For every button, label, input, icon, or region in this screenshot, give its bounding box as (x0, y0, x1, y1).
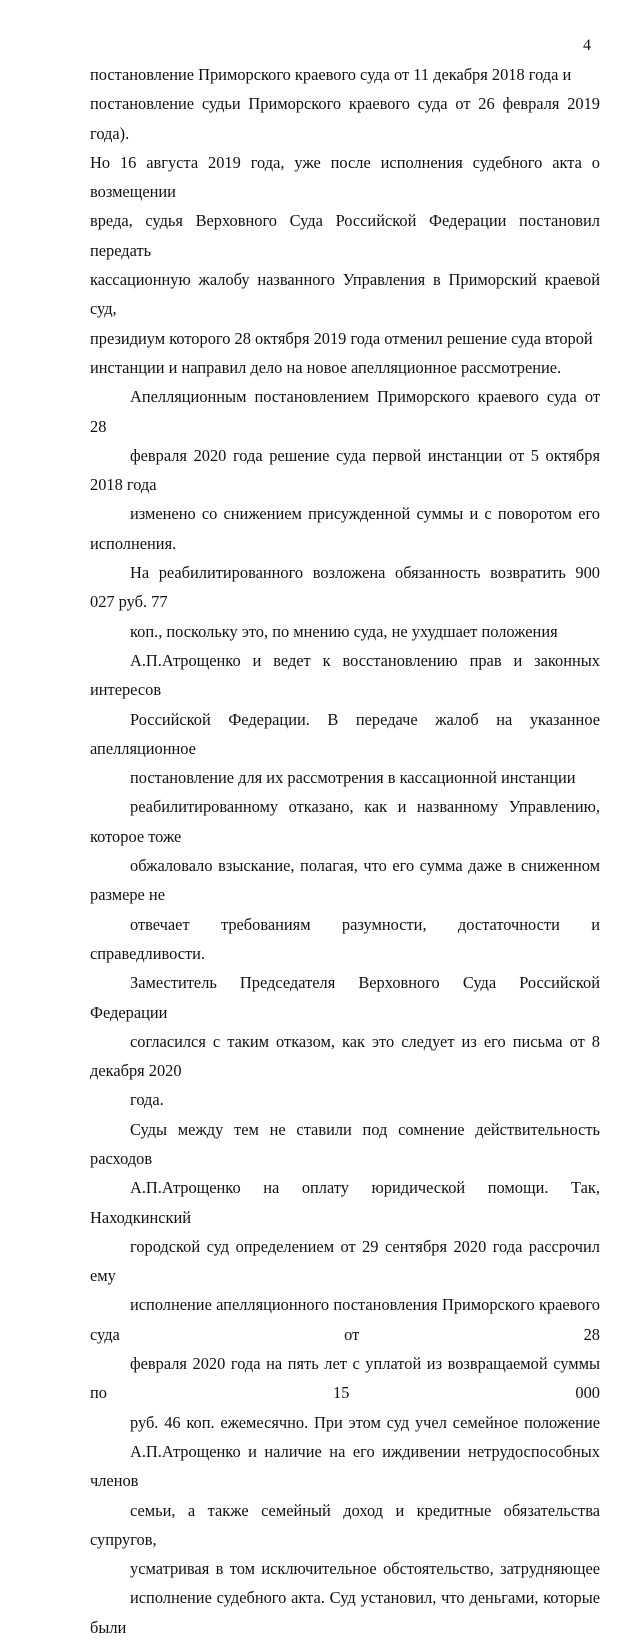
text-line: изменено со снижением присужденной суммы и с поворотом его исполнения. (90, 504, 600, 553)
text-line: Суды между тем не ставили под сомнение действительность расходов (90, 1119, 600, 1168)
text-line: февраля 2020 года решение суда первой инстанции от 5 октября 2018 года (90, 445, 600, 495)
text-line: вреда, судья Верховного Суда Российской Федерации постановил передать (90, 211, 600, 260)
text-line: постановление Приморского краевого суда от 11 декабря 2018 года и (90, 65, 572, 84)
document-body (90, 60, 600, 1642)
paragraph (90, 382, 600, 1114)
text-line: Заместитель Председателя Верховного Суда Российской Федерации (90, 973, 600, 1022)
text-line: семьи, а также семейный доход и кредитные обязательства супругов, (90, 1500, 600, 1549)
text-line: постановление судьи Приморского краевого суда от 26 февраля 2019 года). (90, 94, 600, 143)
text-line: президиум которого 28 октября 2019 года отменил решение суда второй (90, 328, 593, 348)
text-line: года. (130, 1090, 164, 1110)
text-line: кассационную жалобу названного Управления в Приморский краевой суд, (90, 270, 600, 319)
text-line: исполнение апелляционного постановления Приморского краевого суда от 28 (90, 1295, 600, 1344)
text-line: февраля 2020 года на пять лет с уплатой из возвращаемой суммы по 15 000 (90, 1354, 600, 1403)
text-line: А.П.Атрощенко и ведет к восстановлению прав и законных интересов (90, 650, 600, 700)
text-line: обжаловало взыскание, полагая, что его сумма даже в сниженном размере не (90, 856, 600, 905)
text-line: инстанции и направил дело на новое апелляционное рассмотрение. (90, 357, 562, 377)
text-line: отвечает требованиям разумности, достаточности и справедливости. (90, 914, 600, 963)
text-line: На реабилитированного возложена обязанность возвратить 900 027 руб. 77 (90, 563, 600, 612)
text-line: Апелляционным постановлением Приморского краевого суда от 28 (90, 387, 600, 436)
text-line: Российской Федерации. В передаче жалоб на указанное апелляционное (90, 709, 600, 758)
paragraph (90, 1115, 600, 1642)
page-number: 4 (583, 37, 591, 54)
text-line: А.П.Атрощенко и наличие на его иждивении нетрудоспособных членов (90, 1441, 600, 1491)
text-line: исполнение судебного акта. Суд установил, что деньгами, которые были (90, 1588, 600, 1637)
text-line: постановление для их рассмотрения в кассационной инстанции (130, 768, 576, 788)
paragraph (90, 60, 600, 382)
text-line: руб. 46 коп. ежемесячно. При этом суд учел семейное положение (130, 1412, 600, 1432)
text-line: согласился с таким отказом, как это следует из его письма от 8 декабря 2020 (90, 1031, 600, 1081)
text-line: усматривая в том исключительное обстоятельство, затрудняющее (130, 1559, 600, 1579)
text-line: А.П.Атрощенко на оплату юридической помощи. Так, Находкинский (90, 1178, 600, 1227)
text-line: реабилитированному отказано, как и названному Управлению, которое тоже (90, 797, 600, 846)
text-line: Но 16 августа 2019 года, уже после исполнения судебного акта о возмещении (90, 152, 600, 202)
text-line: коп., поскольку это, по мнению суда, не ухудшает положения (130, 621, 558, 641)
text-line: городской суд определением от 29 сентября 2020 года рассрочил ему (90, 1236, 600, 1286)
